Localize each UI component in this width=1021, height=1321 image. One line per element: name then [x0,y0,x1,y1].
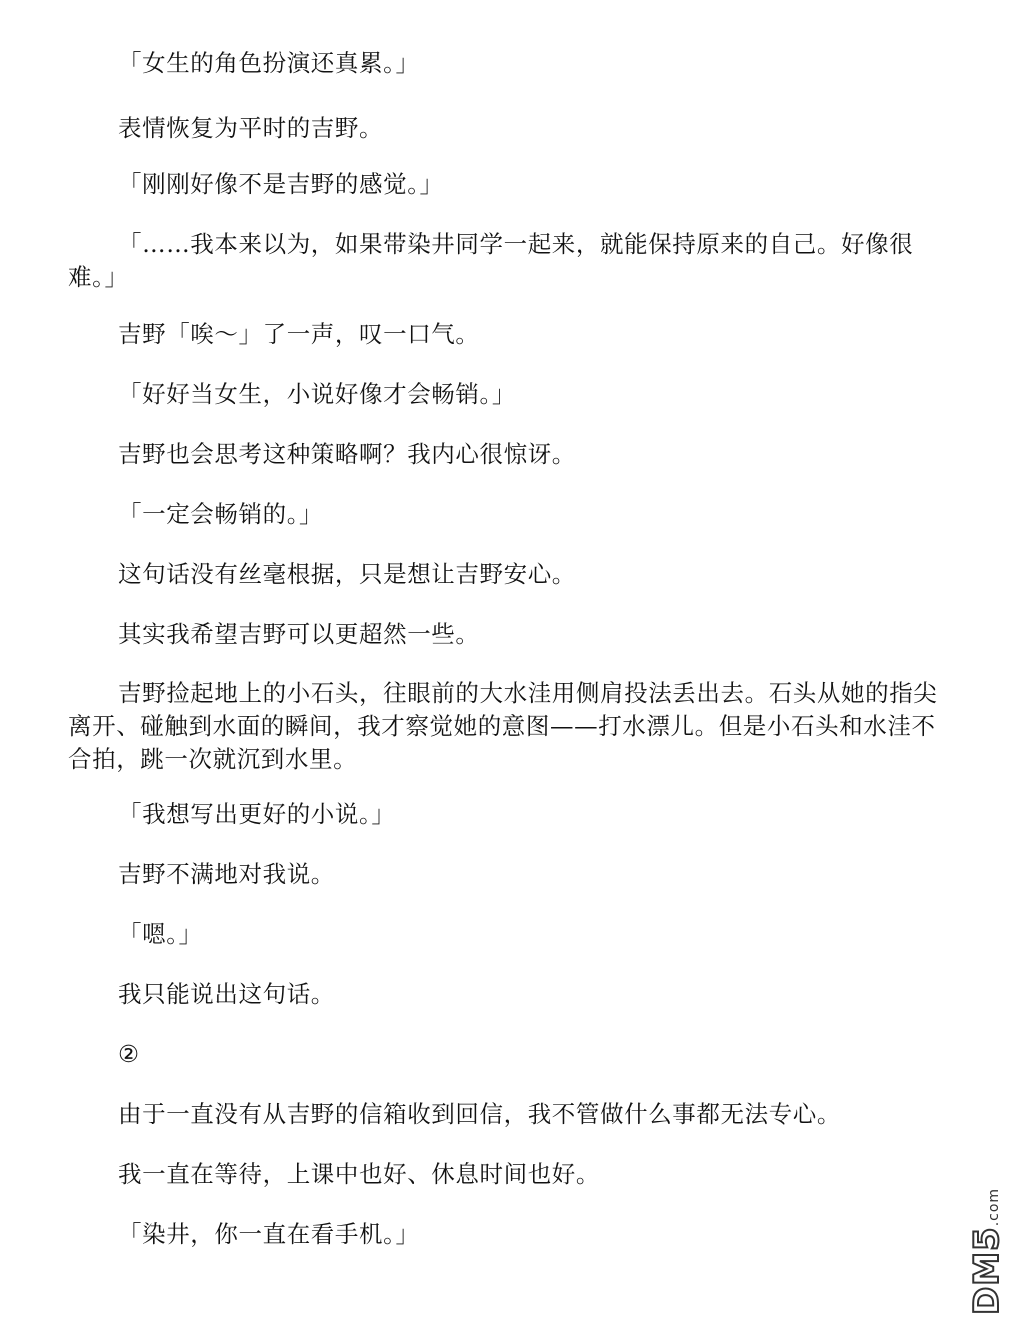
paragraph: 吉野「唉～」了一声，叹一口气。 [118,320,480,348]
paragraph: 「女生的角色扮演还真累。」 [118,49,420,77]
paragraph: 「刚刚好像不是吉野的感觉。」 [118,170,444,198]
paragraph: 我一直在等待，上课中也好、休息时间也好。 [118,1160,600,1188]
paragraph: 「嗯。」 [118,920,203,948]
watermark-text [967,1165,1007,1315]
paragraph: 表情恢复为平时的吉野。 [118,114,384,142]
section-marker: ② [118,1040,140,1068]
paragraph: 「染井，你一直在看手机。」 [118,1220,420,1248]
paragraph: 这句话没有丝毫根据，只是想让吉野安心。 [118,560,576,588]
paragraph: 由于一直没有从吉野的信箱收到回信，我不管做什么事都无法专心。 [118,1100,841,1128]
watermark-main: DM5 [967,1226,1007,1315]
paragraph: 「我想写出更好的小说。」 [118,800,396,828]
paragraph: 吉野捡起地上的小石头，往眼前的大水洼用侧肩投法丢出去。石头从她的指尖离开、碰触到水面的瞬间，我才察觉她的意图——打水漂儿。但是小石头和水洼不合拍，跳一次就沉到水里。 [68,679,938,773]
paragraph: 吉野不满地对我说。 [118,860,335,888]
paragraph: 我只能说出这句话。 [118,980,335,1008]
watermark-suffix: .com [986,1187,1002,1227]
paragraph: 其实我希望吉野可以更超然一些。 [118,620,480,648]
paragraph: 吉野也会思考这种策略啊？我内心很惊讶。 [118,440,576,468]
paragraph: 「一定会畅销的。」 [118,500,324,528]
paragraph: 「好好当女生，小说好像才会畅销。」 [118,380,516,408]
watermark-logo [963,1165,1011,1315]
paragraph: 「……我本来以为，如果带染井同学一起来，就能保持原来的自己。好像很难。」 [68,230,914,291]
